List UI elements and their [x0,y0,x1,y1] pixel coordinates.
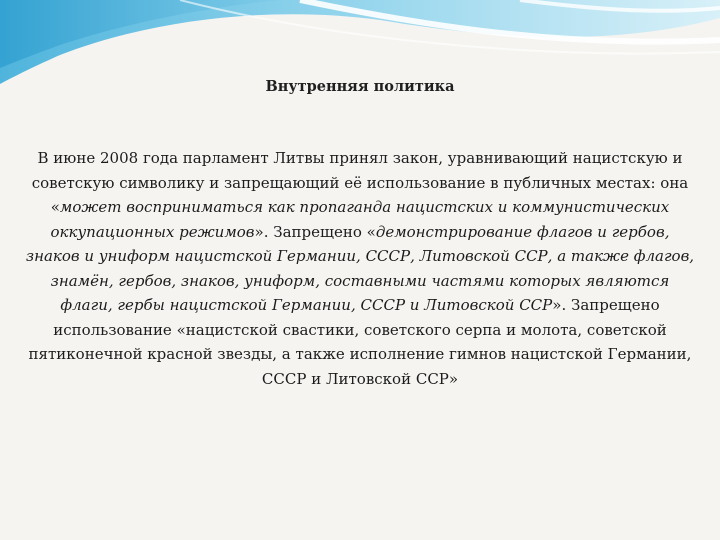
body-quote-1: может восприниматься как пропаганда нацистских и коммунистических оккупационных режимов [50,198,670,241]
body-paragraph [24,146,696,391]
body-text-part-1: В июне 2008 года парламент Литвы принял закон, уравнивающий нацистскую и советскую символику и запрещающий её использование в публичных местах: она « [31,149,689,216]
body-text-part-3: ». Запрещено использование «нацистской свастики, советского серпа и молота, советской пятиконечной красной звезды, а также исполнение гимнов нацистской Германии, СССР и Литовской ССР» [28,296,692,388]
slide-title: Внутренняя политика [265,78,455,95]
body-quote-2: демонстрирование флагов и гербов, знаков и униформ нацистской Германии, СССР, Литовской ССР, а также флагов, знамён, гербов, знаков, униформ, составными частями которых являются флаги, гербы нацистской Германии, СССР и Литовской ССР [25,222,695,314]
body-text-part-2: ». Запрещено « [254,222,376,241]
